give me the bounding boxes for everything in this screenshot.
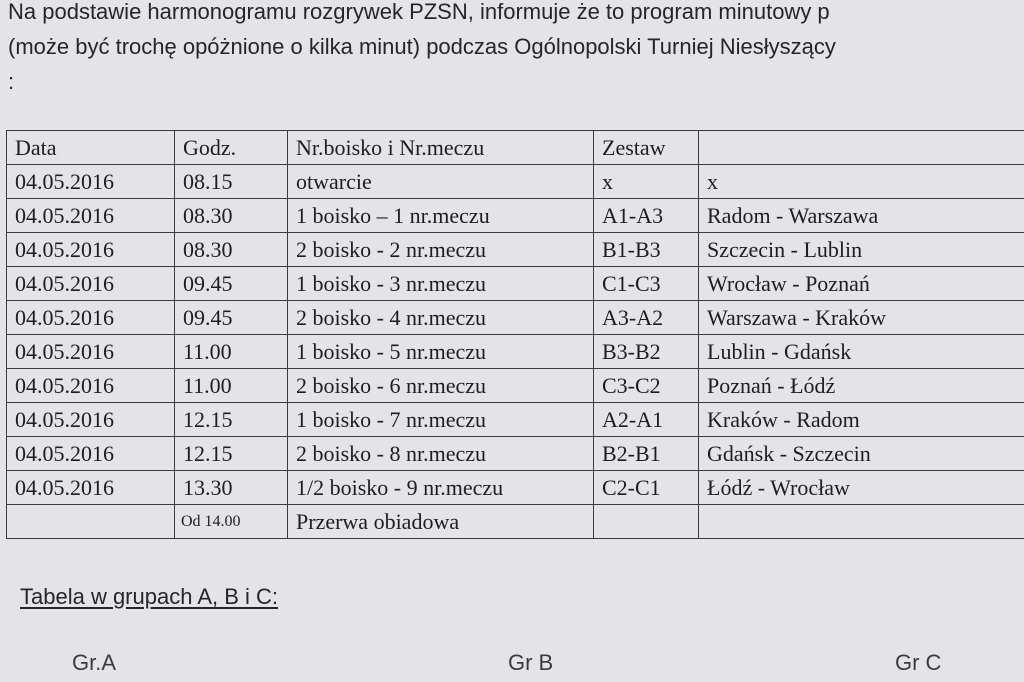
cell-teams: Warszawa - Kraków xyxy=(699,301,1024,335)
cell-teams: Szczecin - Lublin xyxy=(699,233,1024,267)
header-date: Data xyxy=(7,131,175,165)
groups-heading xyxy=(20,584,278,610)
table-row xyxy=(7,301,1024,335)
cell-field-match: 2 boisko - 8 nr.meczu xyxy=(288,437,594,471)
cell-teams: Wrocław - Poznań xyxy=(699,267,1024,301)
cell-time: Od 14.00 xyxy=(175,505,288,539)
cell-teams: Radom - Warszawa xyxy=(699,199,1024,233)
cell-date: 04.05.2016 xyxy=(7,335,175,369)
schedule-body xyxy=(7,131,1024,539)
cell-pairing: C1-C3 xyxy=(594,267,699,301)
table-row xyxy=(7,471,1024,505)
cell-time: 08.30 xyxy=(175,199,288,233)
cell-teams: Łódź - Wrocław xyxy=(699,471,1024,505)
group-b-label: Gr B xyxy=(508,650,554,675)
cell-time: 12.15 xyxy=(175,437,288,471)
table-row xyxy=(7,199,1024,233)
cell-pairing: B3-B2 xyxy=(594,335,699,369)
intro-line: (może być trochę opóżnione o kilka minut) podczas Ogólnopolski Turniej Niesłyszący xyxy=(8,34,836,59)
cell-field-match: 2 boisko - 6 nr.meczu xyxy=(288,369,594,403)
cell-pairing: B1-B3 xyxy=(594,233,699,267)
cell-time: 12.15 xyxy=(175,403,288,437)
cell-pairing: x xyxy=(594,165,699,199)
cell-date: 04.05.2016 xyxy=(7,369,175,403)
cell-pairing: A2-A1 xyxy=(594,403,699,437)
cell-teams: Lublin - Gdańsk xyxy=(699,335,1024,369)
cell-pairing: C2-C1 xyxy=(594,471,699,505)
cell-time: 11.00 xyxy=(175,369,288,403)
cell-time: 08.30 xyxy=(175,233,288,267)
cell-date: 04.05.2016 xyxy=(7,233,175,267)
cell-teams: Poznań - Łódź xyxy=(699,369,1024,403)
cell-field-match: 2 boisko - 2 nr.meczu xyxy=(288,233,594,267)
cell-field-match: 1 boisko - 7 nr.meczu xyxy=(288,403,594,437)
cell-date: 04.05.2016 xyxy=(7,437,175,471)
cell-teams: x xyxy=(699,165,1024,199)
header-time: Godz. xyxy=(175,131,288,165)
cell-date: 04.05.2016 xyxy=(7,165,175,199)
cell-teams xyxy=(699,505,1024,539)
cell-pairing: A1-A3 xyxy=(594,199,699,233)
cell-pairing xyxy=(594,505,699,539)
cell-pairing: A3-A2 xyxy=(594,301,699,335)
cell-date: 04.05.2016 xyxy=(7,267,175,301)
table-header-row xyxy=(7,131,1024,165)
schedule-table xyxy=(6,130,1024,539)
table-row xyxy=(7,165,1024,199)
cell-date: 04.05.2016 xyxy=(7,471,175,505)
cell-time: 13.30 xyxy=(175,471,288,505)
header-pairing: Zestaw xyxy=(594,131,699,165)
cell-field-match: otwarcie xyxy=(288,165,594,199)
table-row xyxy=(7,505,1024,539)
cell-field-match: 1 boisko – 1 nr.meczu xyxy=(288,199,594,233)
cell-date: 04.05.2016 xyxy=(7,199,175,233)
cell-time: 08.15 xyxy=(175,165,288,199)
cell-teams: Kraków - Radom xyxy=(699,403,1024,437)
header-field-match: Nr.boisko i Nr.meczu xyxy=(288,131,594,165)
table-row xyxy=(7,437,1024,471)
intro-line: : xyxy=(8,69,15,94)
groups-heading-text: Tabela w grupach A, B i C: xyxy=(20,584,279,609)
cell-field-match: 1 boisko - 5 nr.meczu xyxy=(288,335,594,369)
cell-time: 09.45 xyxy=(175,301,288,335)
header-teams xyxy=(699,131,1024,165)
group-a-label: Gr.A xyxy=(72,650,117,675)
table-row xyxy=(7,335,1024,369)
group-c-label: Gr C xyxy=(895,650,942,675)
table-row xyxy=(7,267,1024,301)
intro-line: Na podstawie harmonogramu rozgrywek PZSN, informuje że to program minutowy p xyxy=(8,0,830,24)
cell-pairing: B2-B1 xyxy=(594,437,699,471)
cell-date: 04.05.2016 xyxy=(7,403,175,437)
cell-pairing: C3-C2 xyxy=(594,369,699,403)
table-row xyxy=(7,233,1024,267)
cell-field-match: 1/2 boisko - 9 nr.meczu xyxy=(288,471,594,505)
cell-field-match: Przerwa obiadowa xyxy=(288,505,594,539)
cell-field-match: 2 boisko - 4 nr.meczu xyxy=(288,301,594,335)
cell-time: 09.45 xyxy=(175,267,288,301)
table-row xyxy=(7,369,1024,403)
intro-paragraph xyxy=(8,0,1024,99)
cell-teams: Gdańsk - Szczecin xyxy=(699,437,1024,471)
cell-date: 04.05.2016 xyxy=(7,301,175,335)
cell-date xyxy=(7,505,175,539)
cell-field-match: 1 boisko - 3 nr.meczu xyxy=(288,267,594,301)
table-row xyxy=(7,403,1024,437)
cell-time: 11.00 xyxy=(175,335,288,369)
